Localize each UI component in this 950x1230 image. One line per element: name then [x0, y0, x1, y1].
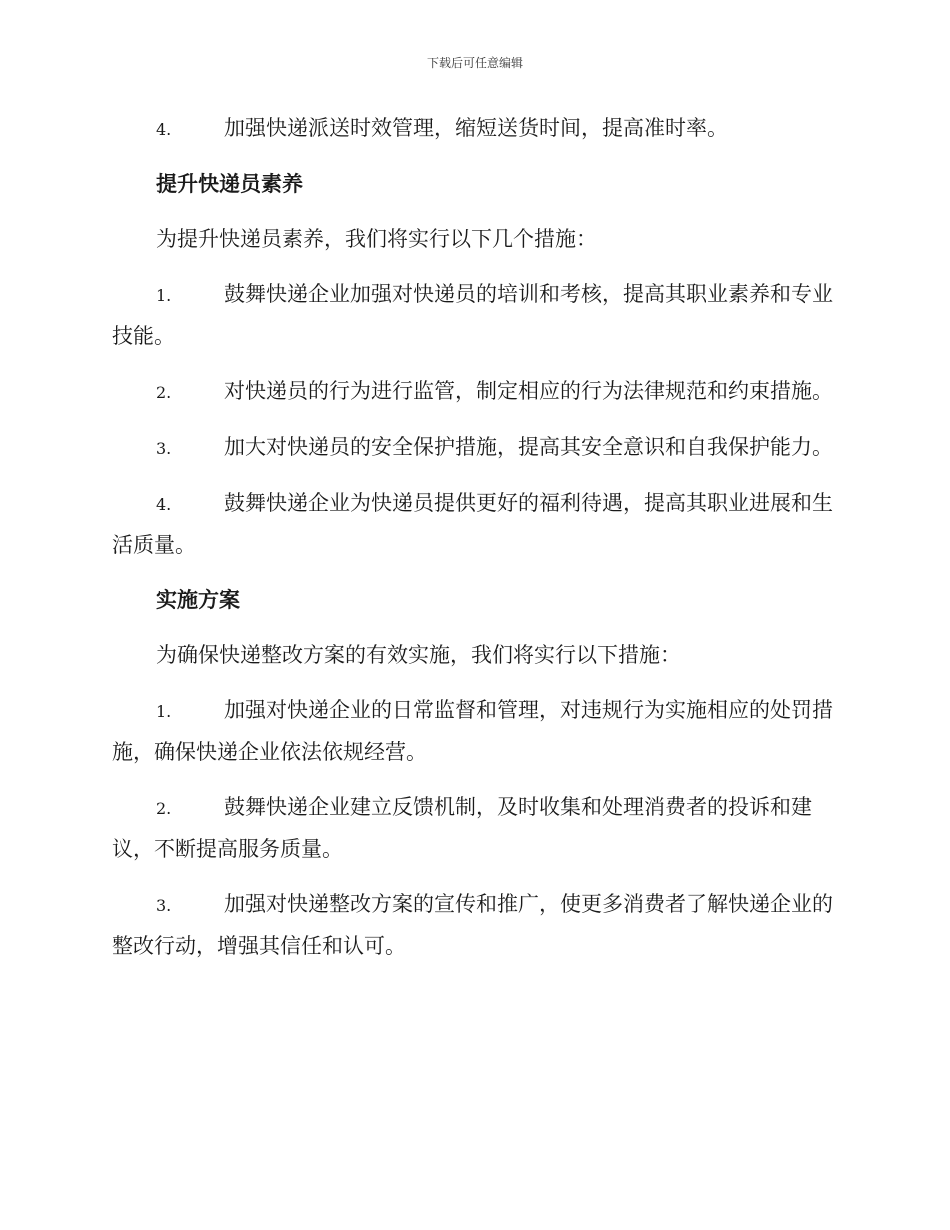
- list-item-number: 1.: [156, 702, 172, 721]
- section-heading-courier: 提升快递员素养: [156, 172, 303, 196]
- list-item: [112, 690, 837, 773]
- list-item: [112, 108, 837, 150]
- section-intro-plan: 为确保快递整改方案的有效实施，我们将实行以下措施：: [156, 643, 681, 667]
- list-item-number: 1.: [156, 286, 172, 305]
- list-item: [112, 427, 837, 469]
- list-item-number: 3.: [156, 439, 172, 458]
- list-item-number: 4.: [156, 120, 172, 139]
- list-item: [112, 787, 837, 870]
- list-item-text: 对快递员的行为进行监管，制定相应的行为法律规范和约束措施。: [224, 379, 833, 403]
- list-item-text: 加大对快递员的安全保护措施，提高其安全意识和自我保护能力。: [224, 435, 833, 459]
- list-item-text: 鼓舞快递企业为快递员提供更好的福利待遇，提高其职业进展和生活质量。: [112, 491, 833, 557]
- list-item-number: 2.: [156, 383, 172, 402]
- list-item-text: 加强对快递整改方案的宣传和推广，使更多消费者了解快递企业的整改行动，增强其信任和认可。: [112, 892, 833, 958]
- page-header-note: 下载后可任意编辑: [426, 56, 523, 70]
- section-heading-plan: 实施方案: [156, 588, 240, 612]
- list-item: [112, 371, 837, 413]
- list-item-number: 3.: [156, 896, 172, 915]
- list-item-text: 加强快递派送时效管理，缩短送货时间，提高准时率。: [224, 116, 728, 140]
- list-item-number: 4.: [156, 495, 172, 514]
- list-item: [112, 483, 837, 566]
- document-body: [112, 108, 837, 981]
- list-item: [112, 274, 837, 357]
- list-item-text: 鼓舞快递企业加强对快递员的培训和考核，提高其职业素养和专业技能。: [112, 282, 833, 348]
- list-item: [112, 884, 837, 967]
- list-item-text: 鼓舞快递企业建立反馈机制，及时收集和处理消费者的投诉和建议，不断提高服务质量。: [112, 795, 812, 861]
- list-item-text: 加强对快递企业的日常监督和管理，对违规行为实施相应的处罚措施，确保快递企业依法依规经营。: [112, 698, 833, 764]
- list-item-number: 2.: [156, 799, 172, 818]
- section-intro-courier: 为提升快递员素养，我们将实行以下几个措施：: [156, 227, 597, 251]
